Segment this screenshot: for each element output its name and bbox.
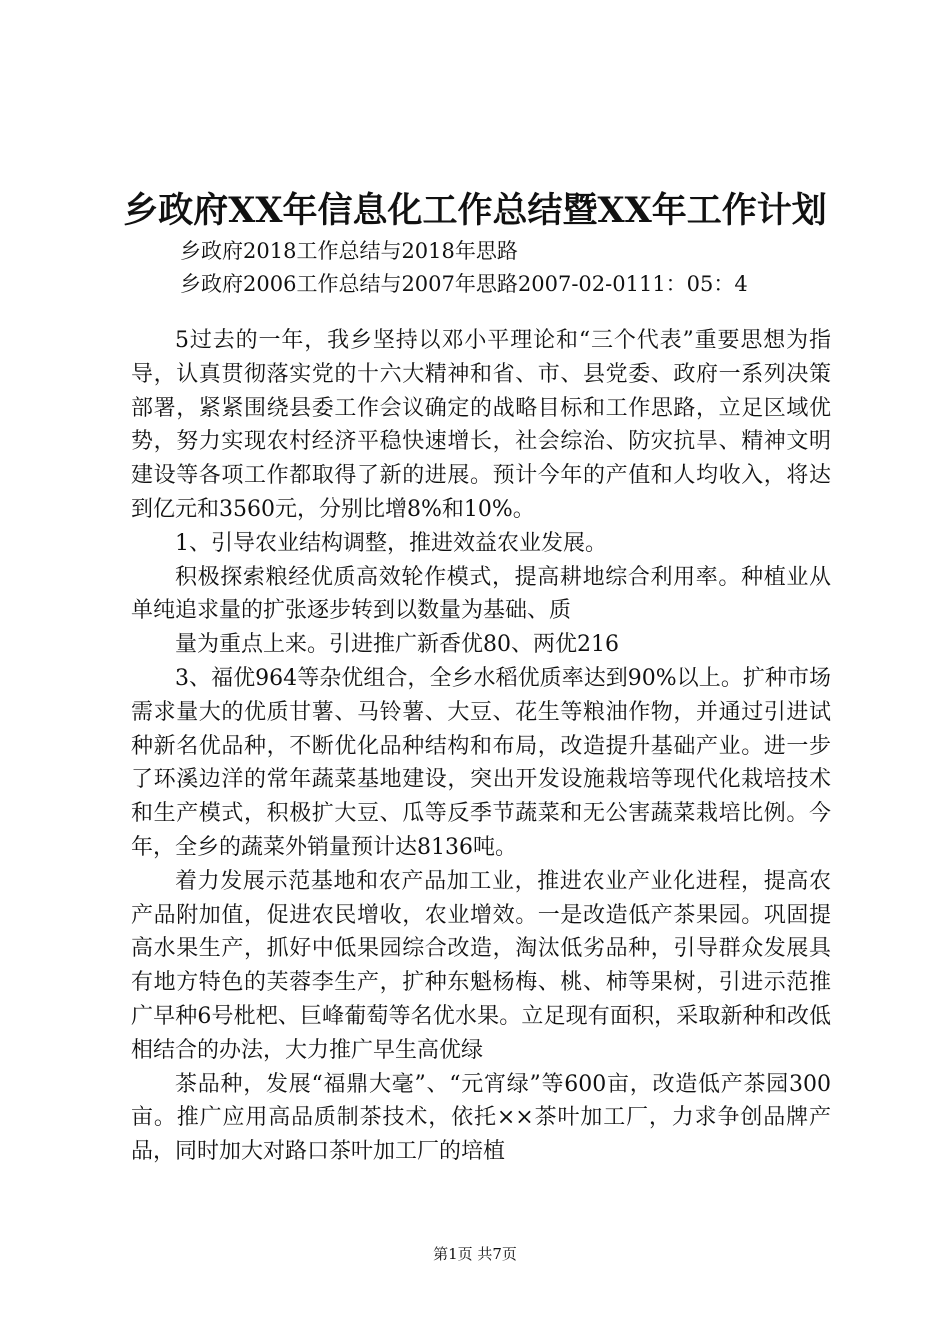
subtitle-line: 乡政府2006工作总结与2007年思路2007-02-0111：05：4 bbox=[180, 272, 748, 296]
paragraph: 着力发展示范基地和农产品加工业，推进农业产业化进程，提高农产品附加值，促进农民增收，农业增效。一是改造低产茶果园。巩固提高水果生产，抓好中低果园综合改造，淘汰低劣品种，引导群众发展具有地方特色的芙蓉李生产，扩种东魁杨梅、桃、柿等果树，引进示范推广早种6号枇杷、巨峰葡萄等名优水果。立足现有面积，采取新种和改低相结合的办法，大力推广早生高优绿 bbox=[131, 868, 831, 1063]
page-footer: 第1页 共7页 bbox=[433, 1245, 517, 1263]
document-title: 乡政府XX年信息化工作总结暨XX年工作计划 bbox=[123, 190, 827, 231]
paragraph: 积极探索粮经优质高效轮作模式，提高耕地综合利用率。种植业从单纯追求量的扩张逐步转到以数量为基础、质 bbox=[131, 564, 831, 624]
document-body bbox=[131, 324, 831, 1169]
paragraph: 5过去的一年，我乡坚持以邓小平理论和“三个代表”重要思想为指导，认真贯彻落实党的十六大精神和省、市、县党委、政府一系列决策部署，紧紧围绕县委工作会议确定的战略目标和工作思路，立足区域优势，努力实现农村经济平稳快速增长，社会综治、防灾抗旱、精神文明建设等各项工作都取得了新的进展。预计今年的产值和人均收入，将达到亿元和3560元，分别比增8%和10%。 bbox=[131, 328, 831, 522]
subtitle-line: 乡政府2018工作总结与2018年思路 bbox=[180, 239, 518, 263]
paragraph: 量为重点上来。引进推广新香优80、两优216 bbox=[175, 632, 619, 658]
paragraph: 1、引导农业结构调整，推进效益农业发展。 bbox=[175, 530, 607, 556]
paragraph: 3、福优964等杂优组合，全乡水稻优质率达到90%以上。扩种市场需求量大的优质甘薯、马铃薯、大豆、花生等粮油作物，并通过引进试种新名优品种，不断优化品种结构和布局，改造提升基础产业。进一步了环溪边洋的常年蔬菜基地建设，突出开发设施栽培等现代化栽培技术和生产模式，积极扩大豆、瓜等反季节蔬菜和无公害蔬菜栽培比例。今年，全乡的蔬菜外销量预计达8136吨。 bbox=[131, 665, 831, 860]
paragraph: 茶品种，发展“福鼎大毫”、“元宵绿”等600亩，改造低产茶园300亩。推广应用高品质制茶技术，依托××茶叶加工厂，力求争创品牌产品，同时加大对路口茶叶加工厂的培植 bbox=[131, 1071, 831, 1165]
